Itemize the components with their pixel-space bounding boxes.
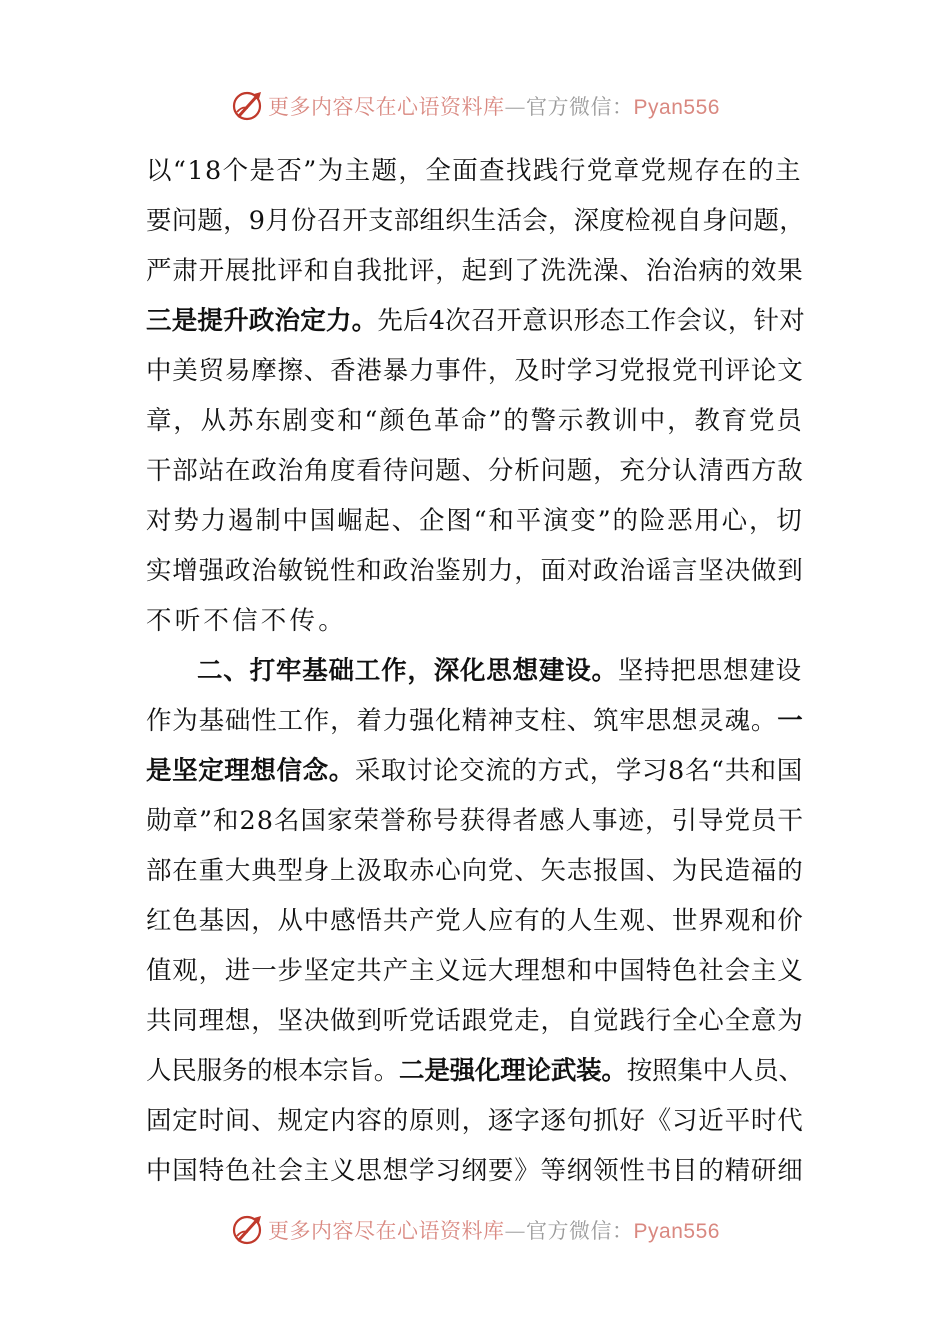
text-line: 值观，进一步坚定共产主义远大理想和中国特色社会主义 xyxy=(146,956,804,986)
text-line: 章，从苏东剧变和“颜色革命”的警示教训中，教育党员 xyxy=(146,406,804,436)
bold-heading: 是坚定理想信念。 xyxy=(146,756,355,786)
watermark-account: Pyan556 xyxy=(633,1220,720,1243)
text-line: 中国特色社会主义思想学习纲要》等纲领性书目的精研细 xyxy=(146,1156,804,1186)
watermark-site: 更多内容尽在心语资料库 xyxy=(268,1219,505,1243)
watermark-separator: — xyxy=(504,1219,527,1243)
watermark-header xyxy=(0,86,950,126)
document-body xyxy=(146,146,806,1196)
watermark-footer xyxy=(0,1210,950,1250)
text-line: 以“18个是否”为主题，全面查找践行党章党规存在的主 xyxy=(146,156,802,186)
text-line: 二、打牢基础工作，深化思想建设。坚持把思想建设 xyxy=(197,656,802,686)
text-line: 是坚定理想信念。采取讨论交流的方式，学习8名“共和国 xyxy=(146,756,803,786)
text-line: 固定时间、规定内容的原则，逐字逐句抓好《习近平时代 xyxy=(146,1106,804,1136)
text-line: 部在重大典型身上汲取赤心向党、矢志报国、为民造福的 xyxy=(146,856,804,886)
pen-logo-icon xyxy=(230,1212,266,1248)
text-line: 人民服务的根本宗旨。二是强化理论武装。按照集中人员、 xyxy=(146,1056,804,1086)
bold-heading: 二、打牢基础工作，深化思想建设。 xyxy=(197,656,618,686)
text-line: 红色基因，从中感悟共产党人应有的人生观、世界观和价 xyxy=(146,906,804,936)
watermark-wechat-label: 官方微信： xyxy=(526,95,634,119)
text-line: 实增强政治敏锐性和政治鉴别力，面对政治谣言坚决做到 xyxy=(146,556,804,586)
text-line: 中美贸易摩擦、香港暴力事件，及时学习党报党刊评论文 xyxy=(146,356,804,386)
pen-logo-icon xyxy=(230,88,266,124)
bold-heading: 二是强化理论武装。 xyxy=(399,1056,627,1086)
text-line: 对势力遏制中国崛起、企图“和平演变”的险恶用心，切 xyxy=(146,506,804,536)
text-line: 作为基础性工作，着力强化精神支柱、筑牢思想灵魂。一 xyxy=(146,706,804,736)
bold-heading: 一 xyxy=(777,706,804,736)
watermark-account: Pyan556 xyxy=(633,96,720,119)
watermark-separator: — xyxy=(504,95,527,119)
text-line: 要问题，9月份召开支部组织生活会，深度检视自身问题， xyxy=(146,206,805,236)
text-line: 共同理想，坚决做到听党话跟党走，自觉践行全心全意为 xyxy=(146,1006,804,1036)
text-line: 三是提升政治定力。先后4次召开意识形态工作会议，针对 xyxy=(146,306,805,336)
bold-heading: 三是提升政治定力。 xyxy=(146,306,378,336)
text-line: 勋章”和28名国家荣誉称号获得者感人事迹，引导党员干 xyxy=(146,806,804,836)
text-line: 严肃开展批评和自我批评，起到了洗洗澡、治治病的效果 xyxy=(146,256,804,286)
text-line: 干部站在政治角度看待问题、分析问题，充分认清西方敌 xyxy=(146,456,804,486)
watermark-wechat-label: 官方微信： xyxy=(526,1219,634,1243)
text-line: 不听不信不传。 xyxy=(146,606,347,636)
watermark-site: 更多内容尽在心语资料库 xyxy=(268,95,505,119)
